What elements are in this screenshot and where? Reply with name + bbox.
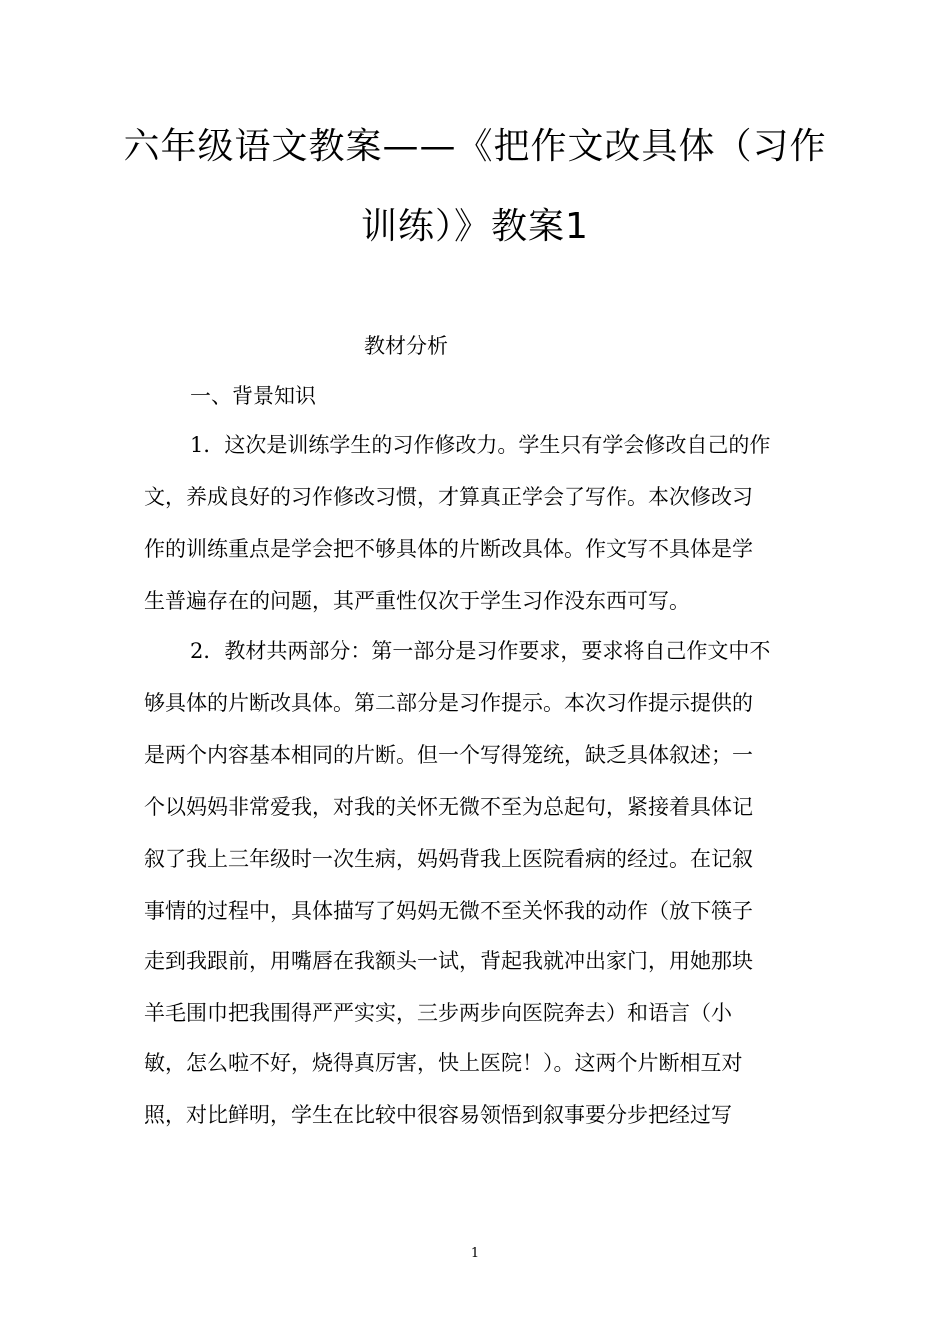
paragraph-1-line-2: 文，养成良好的习作修改习惯，才算真正学会了写作。本次修改习 bbox=[144, 485, 753, 509]
paragraph-2-line-10: 照，对比鲜明，学生在比较中很容易领悟到叙事要分步把经过写 bbox=[144, 1103, 732, 1127]
paragraph-2-line-8: 羊毛围巾把我围得严严实实，三步两步向医院奔去）和语言（小 bbox=[144, 1001, 732, 1025]
paragraph-2-line-6: 事情的过程中，具体描写了妈妈无微不至关怀我的动作（放下筷子 bbox=[144, 899, 753, 923]
paragraph-2-line-2: 够具体的片断改具体。第二部分是习作提示。本次习作提示提供的 bbox=[144, 691, 753, 715]
paragraph-2-line-3: 是两个内容基本相同的片断。但一个写得笼统，缺乏具体叙述；一 bbox=[144, 743, 753, 767]
paragraph-2-line-4: 个以妈妈非常爱我，对我的关怀无微不至为总起句，紧接着具体记 bbox=[144, 795, 753, 819]
section-heading: 教材分析 bbox=[364, 334, 448, 358]
paragraph-1-line-1 bbox=[190, 430, 810, 460]
paragraph-1-line-4: 生普遍存在的问题，其严重性仅次于学生习作没东西可写。 bbox=[144, 589, 690, 613]
paragraph-number: 1 bbox=[190, 433, 204, 457]
paragraph-text: ．教材共两部分：第一部分是习作要求，要求将自己作文中不 bbox=[203, 639, 771, 663]
document-title-line-2: 训练）》教案1 bbox=[361, 206, 589, 247]
paragraph-2-line-9: 敏，怎么啦不好，烧得真厉害，快上医院！）。这两个片断相互对 bbox=[144, 1051, 743, 1075]
paragraph-1-line-3: 作的训练重点是学会把不够具体的片断改具体。作文写不具体是学 bbox=[144, 537, 753, 561]
page-number: 1 bbox=[470, 1246, 480, 1261]
paragraph-2-line-1 bbox=[190, 636, 810, 666]
subheading: 一、背景知识 bbox=[190, 384, 316, 408]
paragraph-2-line-7: 走到我跟前，用嘴唇在我额头一试，背起我就冲出家门，用她那块 bbox=[144, 949, 753, 973]
paragraph-number: 2 bbox=[190, 639, 204, 663]
document-title-line-1: 六年级语文教案——《把作文改具体（习作 bbox=[123, 126, 827, 167]
paragraph-text: ．这次是训练学生的习作修改力。学生只有学会修改自己的作 bbox=[203, 433, 771, 457]
paragraph-2-line-5: 叙了我上三年级时一次生病，妈妈背我上医院看病的经过。在记叙 bbox=[144, 847, 753, 871]
